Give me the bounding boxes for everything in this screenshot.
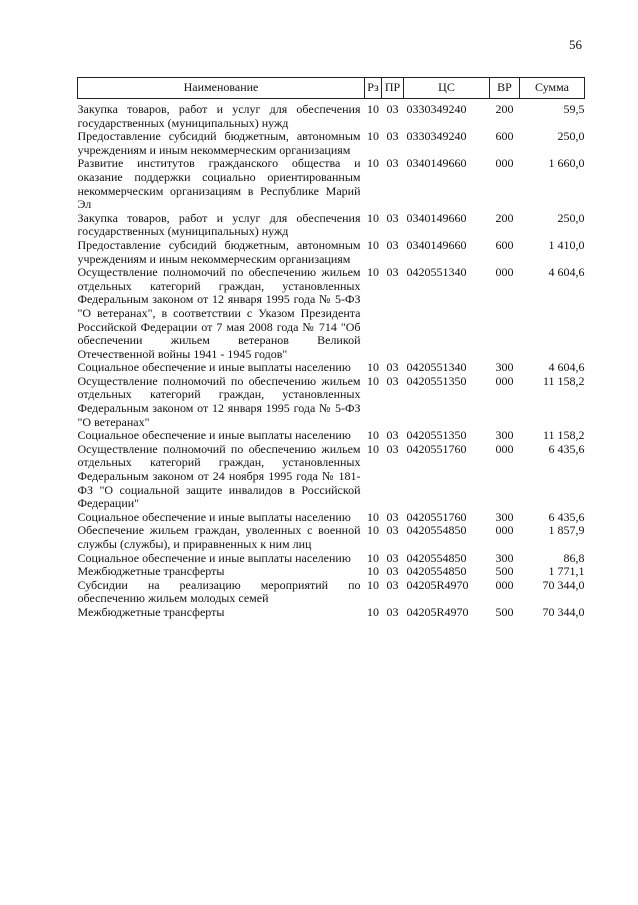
- cell-vr: 500: [495, 565, 514, 579]
- header-name: Наименование: [78, 78, 365, 99]
- cell-vr: 000: [495, 578, 514, 592]
- cell-rz: 10: [367, 130, 379, 144]
- table-row: [78, 443, 585, 511]
- cell-name: Обеспечение жильем граждан, уволенных с военной службы (службы), и приравненных к ним лиц: [77, 524, 361, 551]
- cell-cs: 0420551760: [406, 510, 467, 524]
- table-row: [78, 157, 585, 211]
- cell-pr: 03: [386, 361, 399, 375]
- cell-rz: 10: [367, 551, 379, 565]
- cell-name: Социальное обеспечение и иные выплаты населению: [77, 551, 351, 565]
- table-row: [78, 606, 585, 620]
- table-row: [78, 103, 585, 130]
- cell-cs: 0420551340: [406, 361, 467, 375]
- cell-vr: 000: [495, 266, 514, 280]
- cell-vr: 300: [495, 510, 514, 524]
- cell-pr: 03: [386, 565, 399, 579]
- cell-rz: 10: [367, 238, 379, 252]
- cell-name: Осуществление полномочий по обеспечению жильем отдельных категорий граждан, установленных Федеральным законом от 12 января 1995 года № 5-ФЗ "О ветеранах", в соответствии с Указом Президента Российской Федерации от 7 мая 2008 года № 714 "Об обеспечении жильем ветеранов Великой Отечественной войны 1941 - 1945 годов": [77, 266, 361, 361]
- cell-rz: 10: [367, 374, 379, 388]
- table-row: [78, 375, 585, 429]
- cell-vr: 000: [495, 442, 514, 456]
- cell-sum: 4 604,6: [548, 266, 585, 280]
- cell-vr: 500: [495, 605, 514, 619]
- cell-vr: 000: [495, 157, 514, 171]
- cell-name: Развитие институтов гражданского общества и оказание поддержки социально ориентированным некоммерческим организациям в Республике Марий Эл: [77, 157, 361, 212]
- cell-vr: 300: [495, 361, 514, 375]
- cell-rz: 10: [367, 157, 379, 171]
- table-row: [78, 524, 585, 551]
- table-row: [78, 579, 585, 606]
- cell-name: Предоставление субсидий бюджетным, автономным учреждениям и иным некоммерческим организациям: [77, 238, 361, 266]
- cell-name: Закупка товаров, работ и услуг для обеспечения государственных (муниципальных) нужд: [77, 211, 361, 239]
- cell-rz: 10: [367, 524, 379, 538]
- cell-name: Субсидии на реализацию мероприятий по обеспечению жильем молодых семей: [77, 578, 361, 606]
- cell-pr: 03: [386, 374, 399, 388]
- cell-cs: 0420554850: [406, 524, 467, 538]
- cell-cs: 0420551350: [406, 374, 467, 388]
- cell-vr: 000: [495, 374, 514, 388]
- cell-pr: 03: [386, 442, 399, 456]
- cell-sum: 1 410,0: [548, 238, 585, 252]
- cell-sum: 59,5: [563, 103, 585, 116]
- header-rz: Рз: [365, 78, 382, 99]
- cell-rz: 10: [367, 578, 379, 592]
- cell-sum: 250,0: [557, 211, 585, 225]
- cell-vr: 600: [495, 130, 514, 144]
- cell-rz: 10: [367, 605, 379, 619]
- cell-cs: 0340149660: [406, 238, 467, 252]
- cell-sum: 4 604,6: [548, 361, 585, 375]
- cell-sum: 1 771,1: [548, 565, 585, 579]
- cell-cs: 0420554850: [406, 565, 467, 579]
- cell-vr: 200: [495, 211, 514, 225]
- budget-table: [77, 77, 585, 620]
- table-row: [78, 130, 585, 157]
- cell-name: Социальное обеспечение и иные выплаты населению: [77, 429, 351, 443]
- cell-name: Социальное обеспечение и иные выплаты населению: [77, 510, 351, 524]
- table-row: [78, 552, 585, 566]
- cell-rz: 10: [367, 103, 379, 116]
- cell-name: Осуществление полномочий по обеспечению жильем отдельных категорий граждан, установленных Федеральным законом от 12 января 1995 года № 5-ФЗ "О ветеранах": [77, 374, 361, 429]
- cell-pr: 03: [386, 429, 399, 443]
- cell-sum: 6 435,6: [548, 510, 585, 524]
- header-sum: Сумма: [520, 78, 585, 99]
- header-cs: ЦС: [404, 78, 490, 99]
- cell-rz: 10: [367, 565, 379, 579]
- cell-name: Закупка товаров, работ и услуг для обеспечения государственных (муниципальных) нужд: [77, 103, 361, 130]
- cell-cs: 0420551350: [406, 429, 467, 443]
- cell-name: Предоставление субсидий бюджетным, автономным учреждениям и иным некоммерческим организациям: [77, 130, 361, 157]
- cell-sum: 250,0: [557, 130, 585, 144]
- cell-name: Межбюджетные трансферты: [77, 565, 225, 579]
- table-row: [78, 266, 585, 361]
- cell-sum: 86,8: [563, 551, 585, 565]
- cell-sum: 1 660,0: [548, 157, 585, 171]
- header-vr: ВР: [490, 78, 520, 99]
- page-number: 56: [569, 37, 582, 52]
- cell-vr: 600: [495, 238, 514, 252]
- cell-cs: 0330349240: [406, 103, 467, 116]
- cell-name: Осуществление полномочий по обеспечению жильем отдельных категорий граждан, установленных Федеральным законом от 24 ноября 1995 года № 181-ФЗ "О социальной защите инвалидов в Российской Федерации": [77, 442, 361, 511]
- cell-rz: 10: [367, 429, 379, 443]
- table-body: [78, 103, 585, 620]
- cell-vr: 300: [495, 429, 514, 443]
- cell-pr: 03: [386, 211, 399, 225]
- table-row: [78, 212, 585, 239]
- cell-vr: 200: [495, 103, 514, 116]
- cell-cs: 0420554850: [406, 551, 467, 565]
- cell-rz: 10: [367, 266, 379, 280]
- cell-cs: 0420551340: [406, 266, 467, 280]
- table-header: [78, 78, 585, 104]
- cell-cs: 04205R4970: [406, 578, 469, 592]
- cell-pr: 03: [386, 266, 399, 280]
- cell-pr: 03: [386, 103, 399, 116]
- cell-pr: 03: [386, 524, 399, 538]
- cell-sum: 11 158,2: [542, 374, 585, 388]
- table-row: [78, 361, 585, 375]
- cell-cs: 04205R4970: [406, 605, 469, 619]
- cell-name: Межбюджетные трансферты: [77, 605, 225, 619]
- cell-cs: 0330349240: [406, 130, 467, 144]
- table-row: [78, 239, 585, 266]
- cell-rz: 10: [367, 211, 379, 225]
- cell-vr: 000: [495, 524, 514, 538]
- cell-pr: 03: [386, 510, 399, 524]
- cell-pr: 03: [386, 157, 399, 171]
- cell-cs: 0340149660: [406, 157, 467, 171]
- header-pr: ПР: [382, 78, 404, 99]
- cell-pr: 03: [386, 551, 399, 565]
- table-row: [78, 565, 585, 579]
- table-row: [78, 429, 585, 443]
- table-row: [78, 511, 585, 525]
- cell-sum: 70 344,0: [542, 578, 585, 592]
- cell-sum: 70 344,0: [542, 605, 585, 619]
- cell-rz: 10: [367, 510, 379, 524]
- cell-pr: 03: [386, 605, 399, 619]
- cell-sum: 11 158,2: [542, 429, 585, 443]
- cell-sum: 6 435,6: [548, 442, 585, 456]
- cell-rz: 10: [367, 361, 379, 375]
- cell-vr: 300: [495, 551, 514, 565]
- cell-sum: 1 857,9: [548, 524, 585, 538]
- cell-cs: 0420551760: [406, 442, 467, 456]
- cell-pr: 03: [386, 130, 399, 144]
- cell-cs: 0340149660: [406, 211, 467, 225]
- cell-pr: 03: [386, 578, 399, 592]
- cell-name: Социальное обеспечение и иные выплаты населению: [77, 361, 351, 375]
- cell-pr: 03: [386, 238, 399, 252]
- cell-rz: 10: [367, 442, 379, 456]
